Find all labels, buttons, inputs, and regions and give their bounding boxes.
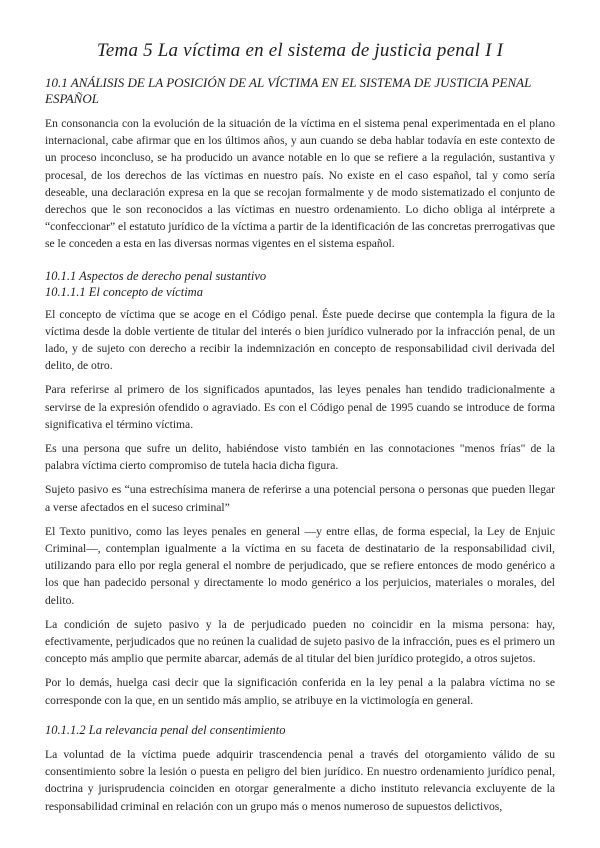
subsection-heading: 10.1.1 Aspectos de derecho penal sustantivo [45,268,267,283]
subsubsection-heading-consent: 10.1.1.2 La relevancia penal del consentimiento [45,722,286,737]
body-paragraph: Sujeto pasivo es “una estrechísima manera de referirse a una potencial persona o personas que pueden llegar a verse afectados en el suceso criminal” [45,483,555,514]
body-paragraph: Por lo demás, huelga casi decir que la significación conferida en la ley penal a la palabra víctima no se corresponde con la que, en un sentido más amplio, se atribuye en la victimología en general. [45,676,555,707]
section-paragraph: En consonancia con la evolución de la situación de la víctima en el sistema penal experimentada en el plano internacional, cabe afirmar que en los últimos años, y aun cuando se deba hablar todavía en este contexto de un proceso inconcluso, se ha producido un avance notable en lo que se refiere a la regulación, sustantiva y procesal, de los derechos de las víctimas en nuestro país. No existe en el caso español, tal y como sería deseable, una declaración expresa en la que se recojan formalmente y de modo sistematizado el conjunto de derechos que le son reconocidos a las víctimas en nuestro ordenamiento. Lo dicho obliga al intérprete a “confeccionar” el estatuto jurídico de la víctima a partir de la identificación de las concretas prerrogativas que se le conceden a esta en las diversas normas vigentes en el sistema español. [45,117,555,251]
body-paragraph: La voluntad de la víctima puede adquirir trascendencia penal a través del otorgamiento válido de su consentimiento sobre la lesión o puesta en peligro del bien jurídico. En nuestro ordenamiento jurídico penal, doctrina y jurisprudencia coinciden en otorgar generalmente a dicho instituto relevancia excluyente de la responsabilidad criminal en relación con un grupo más o menos numeroso de supuestos delictivos, [45,747,555,813]
body-paragraph: El Texto punitivo, como las leyes penales en general —y entre ellas, de forma especial, la Ley de Enjuic Criminal—, contemplan igualmente a la víctima en su faceta de destinatario de la responsabilidad civil, utilizando para ello por regla general el nombre de perjudicado, que se refiere entonces de modo genérico a los que han padecido personal y directamente lo modo genérico a los perjuicios, materiales o morales, del delito. [45,524,555,607]
body-paragraph: El concepto de víctima que se acoge en el Código penal. Éste puede decirse que contempla la figura de la víctima desde la doble vertiente de titular del interés o bien jurídico vulnerado por la infracción penal, de un lado, y de sujeto con derecho a recibir la indemnización en concepto de responsabilidad civil derivada del delito, de otro. [45,307,555,373]
document-title: Tema 5 La víctima en el sistema de justicia penal I I [96,40,504,61]
section-heading: 10.1 ANÁLISIS DE LA POSICIÓN DE AL VÍCTIMA EN EL SISTEMA DE JUSTICIA PENAL ESPAÑOL [45,75,532,106]
subsubsection-heading: 10.1.1.1 El concepto de víctima [45,284,203,299]
body-paragraph: Para referirse al primero de los significados apuntados, las leyes penales han tendido tradicionalmente a servirse de la expresión ofendido o agraviado. Es con el Código penal de 1995 cuando se introduce de forma significativa el término víctima. [45,383,555,431]
document-body [45,75,555,822]
body-paragraph: La condición de sujeto pasivo y la de perjudicado pueden no coincidir en la misma persona: hay, efectivamente, perjudicados que no reúnen la cualidad de sujeto pasivo de la infracción, pues es el primero un concepto más amplio que permite abarcar, además de al titular del bien jurídico protegido, a otros sujetos. [45,617,555,666]
body-paragraph: Es una persona que sufre un delito, habiéndose visto también en las connotaciones "menos frías" de la palabra víctima cierto compromiso de tutela hacia dicha figura. [45,442,555,473]
